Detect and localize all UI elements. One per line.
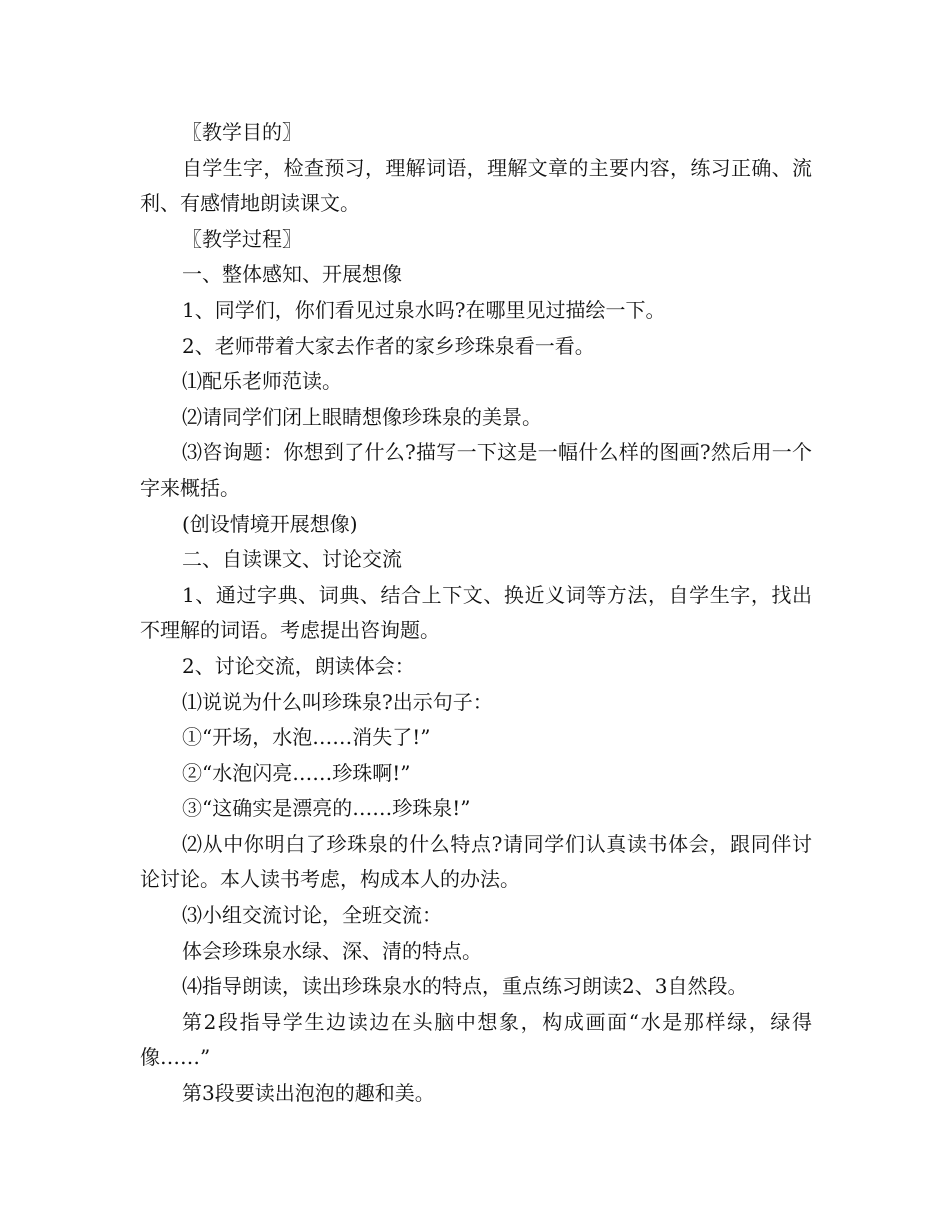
heading-teaching-goal: 〖教学目的〗	[182, 120, 302, 144]
paragraph-item: 1、通过字典、词典、结合上下文、换近义词等方法，自学生字，找出不理解的词语。考虑提出咨询题。	[140, 582, 812, 643]
paragraph-item: 1、同学们，你们看见过泉水吗?在哪里见过描绘一下。	[182, 297, 666, 322]
section-heading-two: 二、自读课文、讨论交流	[182, 547, 402, 572]
quote-sentence: ①“开场，水泡……消失了!”	[182, 725, 431, 750]
paragraph-note: (创设情境开展想像)	[182, 511, 358, 536]
paragraph-item: 2、老师带着大家去作者的家乡珍珠泉看一看。	[182, 333, 595, 358]
paragraph-item: ⑴配乐老师范读。	[182, 369, 342, 394]
quote-sentence: ②“水泡闪亮……珍珠啊!”	[182, 760, 411, 785]
quote-sentence: ③“这确实是漂亮的……珍珠泉!”	[182, 796, 471, 821]
paragraph-item: ⑵从中你明白了珍珠泉的什么特点?请同学们认真读书体会，跟同伴讨论讨论。本人读书考虑，构成本人的办法。	[140, 831, 812, 892]
paragraph-item: 第3段要读出泡泡的趣和美。	[182, 1081, 435, 1106]
paragraph-item: ⑷指导朗读，读出珍珠泉水的特点，重点练习朗读2、3自然段。	[182, 974, 748, 999]
paragraph-item: ⑶咨询题：你想到了什么?描写一下这是一幅什么样的图画?然后用一个字来概括。	[140, 440, 812, 500]
paragraph-item: 2、讨论交流，朗读体会：	[182, 653, 415, 678]
section-heading-one: 一、整体感知、开展想像	[182, 262, 402, 287]
paragraph-item: ⑵请同学们闭上眼睛想像珍珠泉的美景。	[182, 404, 542, 429]
heading-teaching-process: 〖教学过程〗	[182, 226, 302, 251]
paragraph-item: 体会珍珠泉水绿、深、清的特点。	[182, 938, 482, 963]
paragraph-item: ⑶小组交流讨论，全班交流：	[182, 903, 442, 928]
paragraph-item: 第2段指导学生边读边在头脑中想象，构成画面“水是那样绿，绿得像……”	[140, 1009, 812, 1070]
paragraph-item: ⑴说说为什么叫珍珠泉?出示句子：	[182, 689, 493, 714]
paragraph-goal-text: 自学生字，检查预习，理解词语，理解文章的主要内容，练习正确、流利、有感情地朗读课文。	[140, 155, 812, 216]
document-body	[140, 115, 812, 1112]
